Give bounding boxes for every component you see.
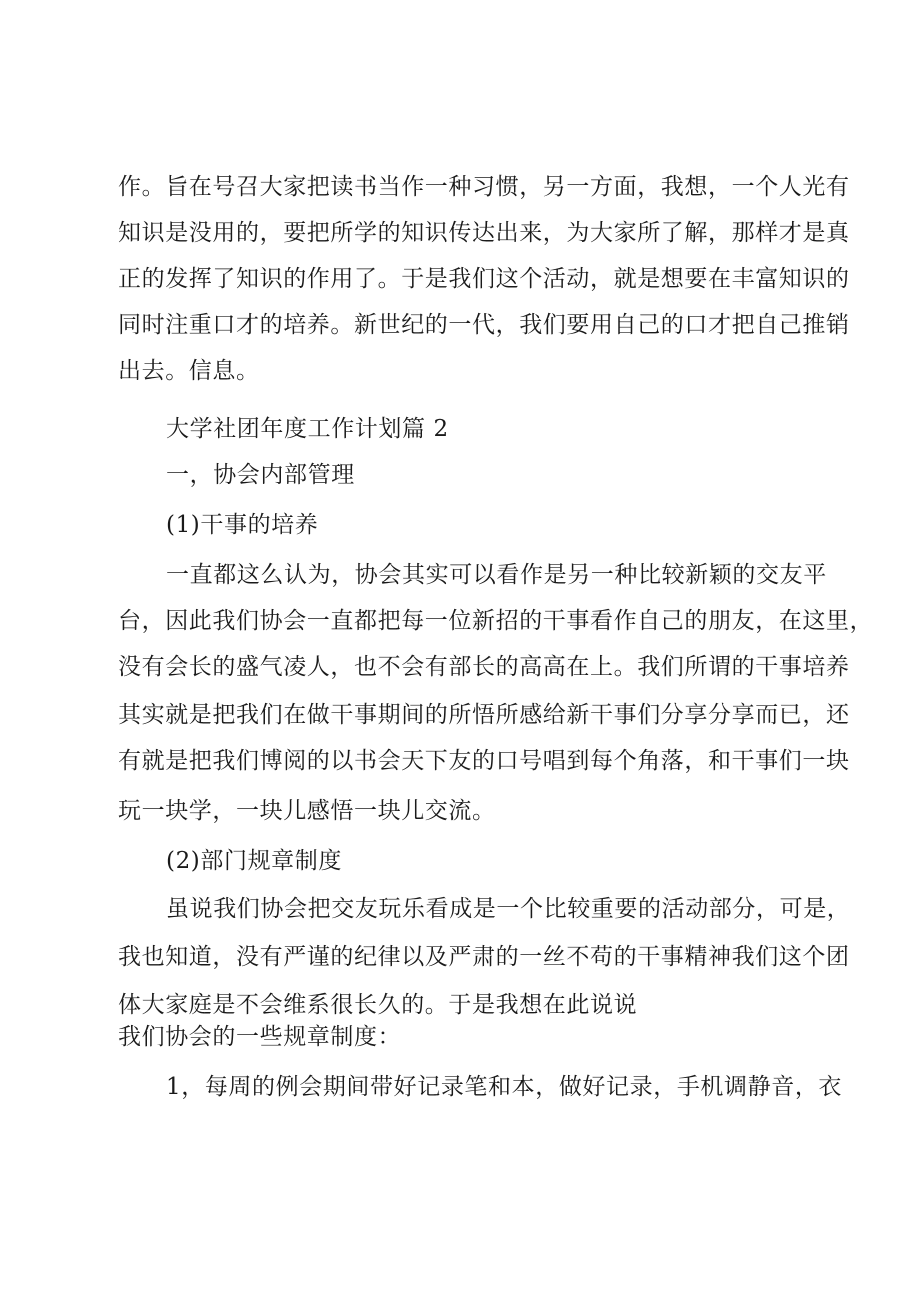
section-title: 大学社团年度工作计划篇 2 (166, 416, 449, 442)
paragraph-line: 玩一块学，一块儿感悟一块儿交流。 (118, 798, 496, 824)
paragraph-line: 我们协会的一些规章制度： (118, 1024, 402, 1050)
paragraph-line: 正的发挥了知识的作用了。于是我们这个活动，就是想要在丰富知识的 (118, 266, 850, 292)
paragraph-line: 虽说我们协会把交友玩乐看成是一个比较重要的活动部分，可是， (166, 896, 851, 922)
paragraph-line: 其实就是把我们在做干事期间的所悟所感给新干事们分享分享而已，还 (118, 702, 850, 728)
subsection-heading: (1)干事的培养 (166, 512, 319, 538)
paragraph-line: 同时注重口才的培养。新世纪的一代，我们要用自己的口才把自己推销 (118, 312, 850, 338)
paragraph-line: 我也知道，没有严谨的纪律以及严肃的一丝不苟的干事精神我们这个团 (118, 944, 850, 970)
paragraph-line: 有就是把我们博阅的以书会天下友的口号唱到每个角落，和干事们一块 (118, 748, 850, 774)
paragraph-line: 知识是没用的，要把所学的知识传达出来，为大家所了解，那样才是真 (118, 220, 850, 246)
paragraph-line: 体大家庭是不会维系很长久的。于是我想在此说说 (118, 992, 638, 1018)
paragraph-line: 作。旨在号召大家把读书当作一种习惯，另一方面，我想，一个人光有 (118, 174, 850, 200)
paragraph-line: 一直都这么认为，协会其实可以看作是另一种比较新颖的交友平 (166, 562, 827, 588)
section-heading: 一，协会内部管理 (166, 462, 355, 488)
paragraph-line: 台，因此我们协会一直都把每一位新招的干事看作自己的朋友，在这里， (118, 608, 874, 634)
subsection-heading: (2)部门规章制度 (166, 848, 342, 874)
paragraph-line: 没有会长的盛气凌人，也不会有部长的高高在上。我们所谓的干事培养 (118, 654, 850, 680)
paragraph-line: 出去。信息。 (118, 358, 260, 384)
list-item: 1，每周的例会期间带好记录笔和本，做好记录，手机调静音，衣 (166, 1074, 843, 1100)
